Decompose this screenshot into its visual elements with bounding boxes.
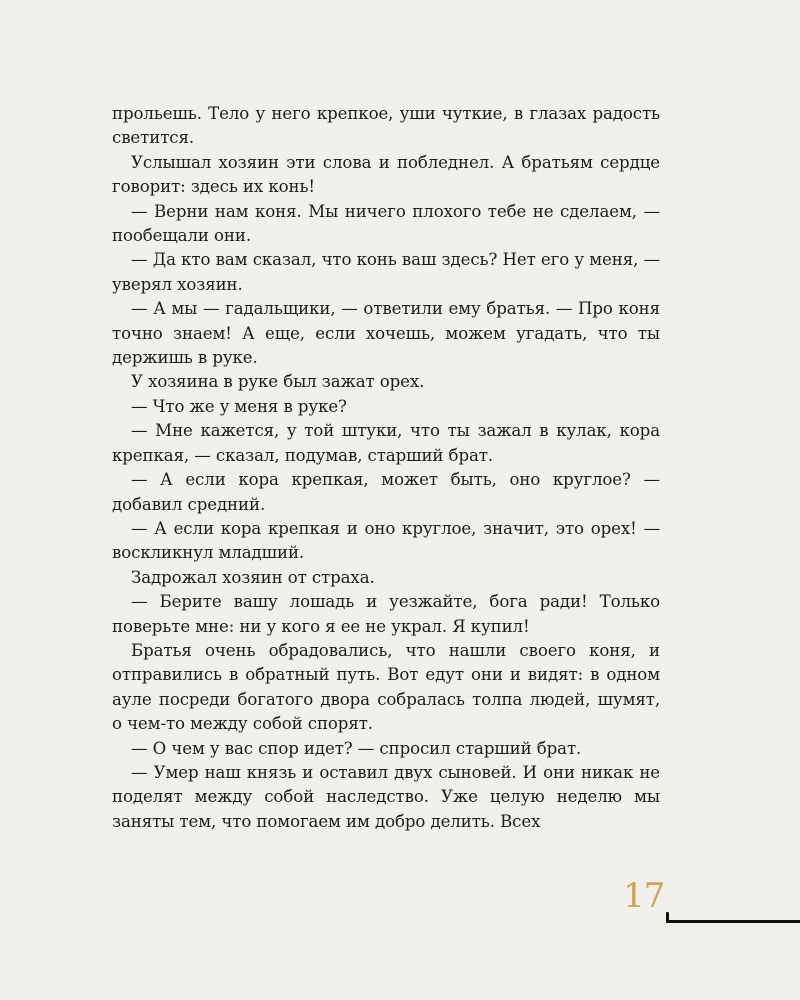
paragraph: Братья очень обрадовались, что нашли своего коня, и отправились в обратный путь. Вот едут они и видят: в одном ауле посреди богатого двора собралась толпа людей, шумят, о чем-то между собой спорят.: [112, 640, 660, 734]
paragraph: У хозяина в руке был зажат орех.: [131, 372, 425, 392]
paragraph: — Да кто вам сказал, что конь ваш здесь? Нет его у меня, — уверял хозяин.: [112, 250, 660, 294]
paragraph: — О чем у вас спор идет? — спросил старший брат.: [131, 738, 582, 758]
paragraph: — Умер наш князь и оставил двух сыновей. И они никак не поделят между собой наследство. Уже целую неделю мы заняты тем, что помогаем им добро делить. Всех: [112, 762, 660, 831]
paragraph: — А если кора крепкая и оно круглое, значит, это орех! — воскликнул младший.: [112, 518, 660, 563]
body-text: [112, 102, 660, 834]
paragraph: — А мы — гадальщики, — ответили ему братья. — Про коня точно знаем! А еще, если хочешь, можем угадать, что ты держишь в руке.: [112, 299, 660, 368]
paragraph: прольешь. Тело у него крепкое, уши чуткие, в глазах радость светится.: [112, 104, 660, 148]
paragraph: — Мне кажется, у той штуки, что ты зажал в кулак, кора крепкая, — сказал, подумав, старший брат.: [112, 421, 660, 465]
paragraph: — Что же у меня в руке?: [131, 396, 347, 416]
page-rule: [668, 920, 800, 923]
paragraph: — Верни нам коня. Мы ничего плохого тебе не сделаем, — пообещали они.: [112, 201, 660, 246]
paragraph: Услышал хозяин эти слова и побледнел. А братьям сердце говорит: здесь их конь!: [112, 152, 660, 197]
paragraph: — А если кора крепкая, может быть, оно круглое? — добавил средний.: [112, 470, 660, 514]
paragraph: Задрожал хозяин от страха.: [131, 567, 375, 587]
page-number: 17: [623, 876, 665, 916]
paragraph: — Берите вашу лошадь и уезжайте, бога ради! Только поверьте мне: ни у кого я ее не украл. Я купил!: [112, 592, 660, 636]
